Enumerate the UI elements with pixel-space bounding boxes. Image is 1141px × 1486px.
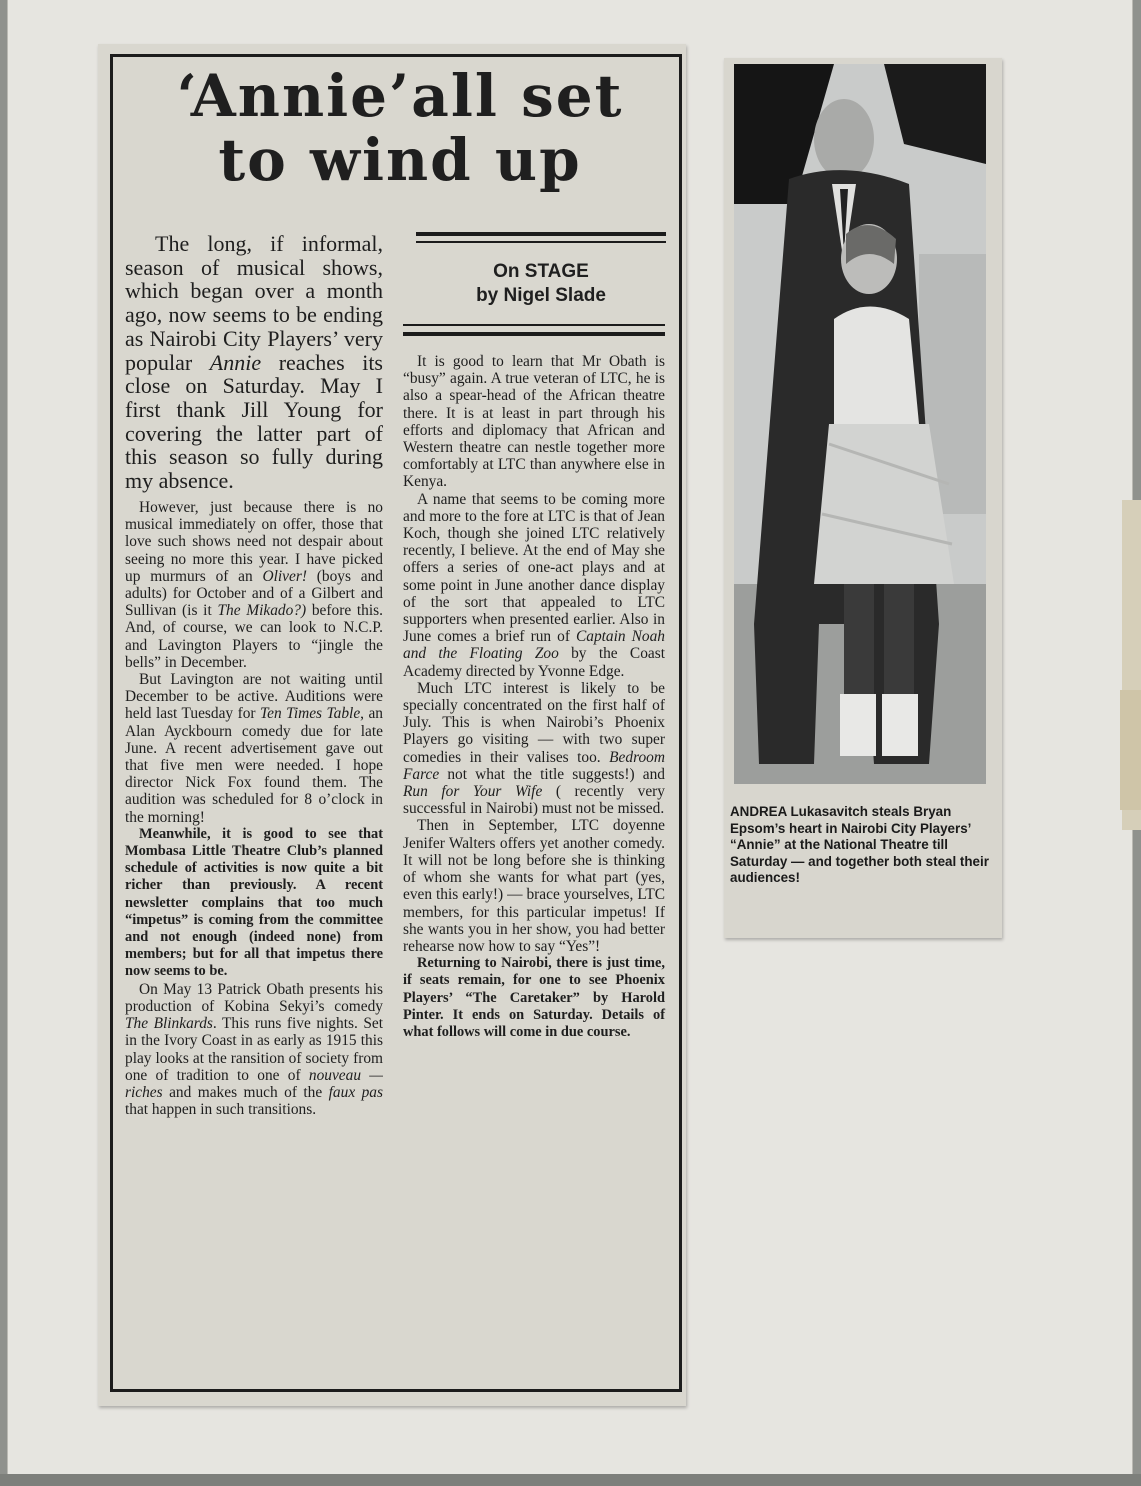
paragraph-bold: Meanwhile, it is good to see that Mombasa Little Theatre Club’s planned schedule of activities is now quite a bit richer than previously. A recent newsletter complains that too much “impetus” is coming from the committee and not enough (indeed none) from members; but for all that impetus there now seems to be.: [125, 825, 383, 980]
lead-text: reaches its close on Saturday. May I first thank Jill Young for covering the latter part of this season so fully during my absence.: [125, 349, 383, 494]
lead-title: Annie: [209, 349, 262, 375]
frame-border: [110, 1389, 682, 1392]
adjacent-clipping-edge: [1120, 690, 1141, 810]
page-bottom-edge: [0, 1474, 1141, 1486]
byline: [416, 260, 666, 308]
photo-caption: ANDREA Lukasavitch steals Bryan Epsom’s heart in Nairobi City Players’ “Annie” at the National Theatre till Saturday — and together both steal their audiences!: [730, 804, 989, 885]
divider-rule: [403, 324, 665, 326]
headline-line: to wind up: [218, 126, 582, 194]
frame-border: [110, 54, 113, 1392]
paragraph-bold: Returning to Nairobi, there is just time, if seats remain, for one to see Phoenix Players’ “The Caretaker” by Harold Pinter. It ends on Saturday. Details of what follows will come in due course.: [403, 955, 665, 1040]
article-column-1: [125, 499, 383, 1118]
frame-border: [679, 54, 682, 1392]
author-name: by Nigel Slade: [476, 285, 606, 306]
paragraph: On May 13 Patrick Obath presents his production of Kobina Sekyi’s comedy The Blinkards. This runs five nights. Set in the Ivory Coast in as early as 1915 this play looks at the ransition of society from one of tradition to one of nouveau — riches and makes much of the faux pas that happen in such transitions.: [125, 980, 383, 1119]
headline-line: ‘Annie’all set: [176, 62, 624, 130]
headline: [120, 64, 680, 192]
divider-rule: [403, 332, 665, 336]
stage-photo: [734, 64, 986, 784]
divider-rule: [416, 241, 666, 243]
stage-photo-illustration: [734, 64, 986, 784]
paragraph: But Lavington are not waiting until December to be active. Auditions were held last Tuesday for Ten Times Table, an Alan Ayckbourn comedy due for late June. A recent advertisement gave out that five men were needed. I hope director Nick Fox found them. The audition was scheduled for 8 o’clock in the morning!: [125, 671, 383, 826]
article-clipping: [98, 44, 686, 1406]
paragraph: Then in September, LTC doyenne Jenifer Walters offers yet another comedy. It will not be long before she is thinking of whom she wants for what part (yes, even this early!) — brace yourselves, LTC members, for this particular impetus! If she wants you in her show, you had better rehearse now how to say “Yes”!: [403, 817, 665, 955]
lead-text: The long, if informal, season of musical shows, which began over a month ago, now seems to be ending as Nairobi City Players’ very popular: [125, 231, 383, 375]
lead-paragraph: [125, 232, 383, 493]
divider-rule: [416, 232, 666, 236]
article-column-2: [403, 353, 665, 1041]
paragraph: It is good to learn that Mr Obath is “busy” again. A true veteran of LTC, he is also a spear-head of the African theatre there. It is at least in part through his efforts and diplomacy that African and Western theatre can nestle together more comfortably at LTC than anywhere else in Kenya.: [403, 353, 665, 491]
paragraph: However, just because there is no musical immediately on offer, those that love such shows need not despair about seeing no more this year. I have picked up murmurs of an Oliver! (boys and adults) for October and of a Gilbert and Sullivan (is it The Mikado?) before this. And, of course, we can look to N.C.P. and Lavington Players to “jingle the bells” in December.: [125, 499, 383, 671]
column-title: On STAGE: [493, 261, 589, 282]
paragraph: Much LTC interest is likely to be specially concentrated on the first half of July. This is when Nairobi’s Phoenix Players go visiting — with two super comedies in their valises too. Bedroom Farce not what the title suggests!) and Run for Your Wife ( recently very successful in Nairobi) must not be missed.: [403, 679, 665, 818]
paragraph: A name that seems to be coming more and more to the fore at LTC is that of Jean Koch, though she joined LTC relatively recently, I believe. At the end of May she offers a series of one-act plays and at some point in June another dance display of the sort that appealed to LTC supporters when presented earlier. Also in June comes a brief run of Captain Noah and the Floating Zoo by the Coast Academy directed by Yvonne Edge.: [403, 490, 665, 680]
frame-border: [110, 54, 682, 57]
photo-clipping: [724, 58, 1002, 938]
